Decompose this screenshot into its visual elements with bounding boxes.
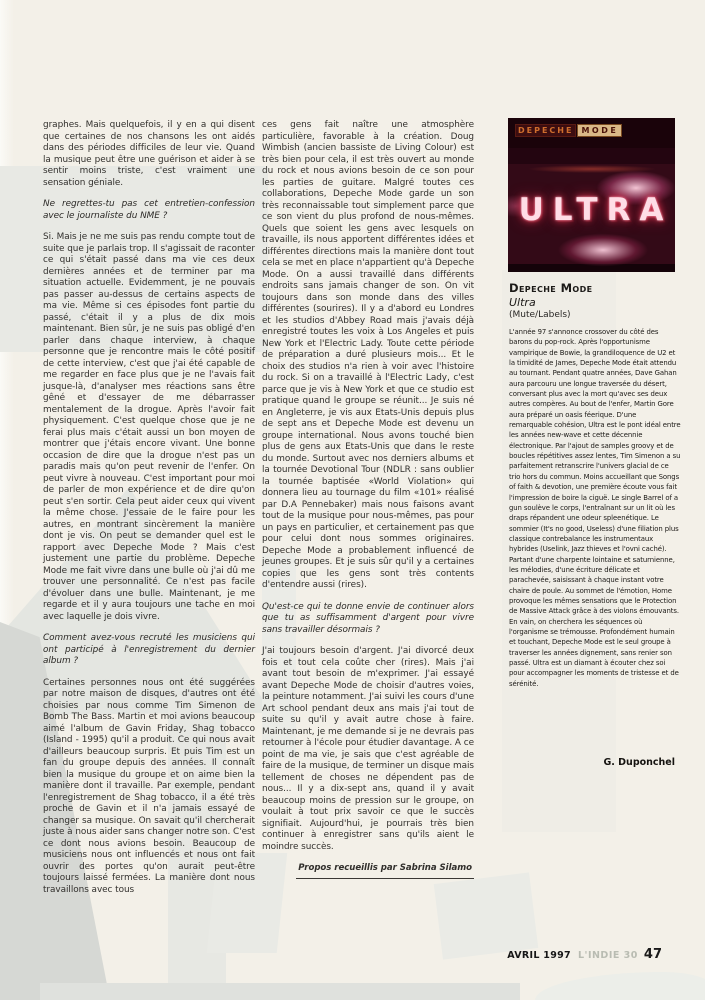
page-footer bbox=[507, 947, 662, 962]
interview-paragraph: ces gens fait naître une atmosphère particulière, favorable à la création. Doug Wimbish (ancien bassiste de Living Colour) est très bien pour cela, il est très ouvert au monde du rock et nous avions besoin de ce son pour les parties de guitare. Malgré toutes ces collaborations, Depeche Mode garde un son très reconnaissable tout simplement parce que ce son vient du plus profond de nous-mêmes. Quels que soient les gens avec lesquels on travaille, ils nous apportent différentes idées et différentes directions mais la manière dont tout cela se met en place n'appartient qu'à Depeche Mode. On a aussi travaillé dans différents endroits sans jamais changer de son. On vit toujours dans son monde dans des villes différentes (sourires). Il y a d'abord eu Londres et les studios d'Abbey Road mais j'avais déjà enregistré toutes les voix à Los Angeles et puis New York et l'Electric Lady. Toute cette période de préparation a duré plusieurs mois... Et le choix des studios n'a rien à voir avec l'histoire du rock. Si on a travaillé à l'Electric Lady, c'est parce que je vis à New York et que ce studio est pratique quand le groupe se réunit... Je suis né en Angleterre, je vis aux Etats-Unis depuis plus de sept ans et Depeche Mode est devenu un groupe international. Nous avons touché bien plus de gens aux Etats-Unis que dans le reste du monde. Surtout avec nos derniers albums et la tournée Devotional Tour (NDLR : sans oublier la tournée baptisée «World Violation» qui donnera lieu au tournage du film «101» réalisé par D.A Pennebaker) mais nous faisons avant tout de la musique pour nous-mêmes, pas pour un pays en particulier, et certainement pas que pour celui dont nous sommes originaires. Depeche Mode a probablement influencé de jeunes groupes. Et je suis sûr qu'il y a certaines copies que les gens sont très contents d'entendre aussi (rires). bbox=[262, 120, 474, 590]
interview-paragraph: Si. Mais je ne me suis pas rendu compte tout de suite que je parlais trop. Il s'agissait de raconter ce qui s'était passé dans ma vie ces deux dernières années et de terminer par ma situation actuelle. Evidemment, je ne pouvais pas passer au-dessus de certains aspects de ma vie. Même si ces épisodes font partie du passé, c'était il y a plus de dix mois maintenant. Bien sûr, je ne suis pas obligé d'en parler dans chaque interview, à chaque personne que je rencontre mais le côté positif de cette interview, c'est que j'ai été capable de me regarder en face plus que je ne l'avais fait jusque-là, d'analyser mes réactions sans être gêné et d'essayer de me débarrasser mentalement de la drogue. Après l'avoir fait physiquement. C'est quelque chose que je ne ferai plus mais c'était aussi un bon moyen de montrer que j'étais encore vivant. Une bonne occasion de dire que la drogue n'est pas un paradis mais qu'on peut revenir de l'enfer. On peut vivre à nouveau. C'est important pour moi de parler de mon expérience et de dire qu'on peut s'en sortir. Cela peut aider ceux qui vivent la même chose. J'essaie de le faire pour les autres, en montrant sincèrement la manière dont je vis. On peut se demander quel est le rapport avec Depeche Mode ? Mais c'est justement une partie du problème. Depeche Mode me fait vivre dans une bulle où j'ai dû me trouver une personnalité. Ce n'est pas facile d'évoluer dans une bulle. Maintenant, je me regarde et il y aura toujours une tache en moi avec laquelle je dois vivre. bbox=[43, 232, 255, 622]
album-cover-artist-left: DEPECHE bbox=[515, 124, 576, 137]
byline-container bbox=[262, 863, 474, 879]
footer-magazine-name: L'INDIE 30 bbox=[577, 950, 638, 961]
footer-issue-date: AVRIL 1997 bbox=[507, 950, 571, 961]
review-record-label: (Mute/Labels) bbox=[509, 310, 571, 320]
review-album-title: Ultra bbox=[509, 296, 536, 309]
interview-question: Ne regrettes-tu pas cet entretien-confession avec le journaliste du NME ? bbox=[43, 199, 255, 221]
interview-question: Comment avez-vous recruté les musiciens qui ont participé à l'enregistrement du dernier album ? bbox=[43, 633, 255, 666]
interview-paragraph: graphes. Mais quelquefois, il y en a qui disent que certaines de nos chansons les ont aidés dans des périodes difficiles de leur vie. Quand la musique peut être une guérison et aider à se sentir moins triste, c'est vraiment une sensation géniale. bbox=[43, 120, 255, 188]
review-artist-name: Depeche Mode bbox=[509, 281, 593, 295]
interview-paragraph: Certaines personnes nous ont été suggérées par notre maison de disques, d'autres ont été choisies par nous comme Tim Simenon de Bomb The Bass. Martin et moi avions beaucoup aimé l'album de Gavin Friday, Shag tobacco (Island - 1995) qu'il a produit. Ce qui nous avait d'ailleurs beaucoup surpris. Et puis Tim est un fan du groupe depuis des années. Il connaît bien la musique du groupe et on aime bien la manière dont il travaille. Par exemple, pendant l'enregistrement de Shag tobacco, il a été très proche de Gavin et il n'a jamais essayé de changer sa musique. On savait qu'il chercherait juste à nous aider sans changer notre son. C'est ce dont nous avions besoin. Beaucoup de musiciens nous ont influencés et nous ont fait ouvrir des portes qu'on aurait peut-être toujours laissé fermées. La manière dont nous travaillons avec tous bbox=[43, 677, 255, 895]
album-cover-image bbox=[508, 118, 675, 272]
interview-paragraph: J'ai toujours besoin d'argent. J'ai divorcé deux fois et tout cela coûte cher (rires). Mais j'ai avant tout besoin de m'exprimer. J'ai essayé avant Depeche Mode de choisir d'autres voies, la peinture notamment. J'ai suivi les cours d'une Art school pendant deux ans mais j'ai tout de suite su qu'il y avait autre chose à faire. Maintenant, je me demande si je ne devrais pas retourner à l'école pour étudier davantage. A ce point de ma vie, je sais que c'est agréable de faire de la musique, de terminer un disque mais tellement de choses ne dépendent pas de nous... Il y a dix-sept ans, quand il y avait beaucoup moins de pression sur le groupe, on voulait à tout prix savoir ce que le succès signifiait. Aujourd'hui, je pourrais très bien continuer à enregistrer sans qu'ils aient le moindre succès. bbox=[262, 646, 474, 852]
interview-byline: Propos recueillis par Sabrina Silamo bbox=[296, 863, 474, 879]
album-cover-artist-right: MODE bbox=[577, 124, 622, 137]
background-watermark-band bbox=[40, 983, 520, 1000]
review-header bbox=[509, 281, 679, 320]
album-cover-artist-text bbox=[515, 125, 622, 137]
album-cover-title: ULTRA bbox=[518, 192, 673, 228]
interview-question: Qu'est-ce qui te donne envie de continuer alors que tu as suffisamment d'argent pour vivre sans travailler désormais ? bbox=[262, 601, 474, 635]
interview-column-2 bbox=[262, 120, 474, 879]
footer-page-number: 47 bbox=[643, 947, 662, 962]
review-body-text: L'année 97 s'annonce crossover du côté des barons du pop-rock. Après l'opportunisme vampirique de Bowie, la grandiloquence de U2 et la timidité de James, Depeche Mode était attendu au tournant. Pendant quatre années, Dave Gahan aura parcouru une longue traversée du désert, conversant plus avec la mort qu'avec ses deux autres compères. Au bout de l'enfer, Martin Gore aura préparé un oasis féerique. D'une remarquable cohésion, Ultra est le pont idéal entre les années new-wave et cette décennie électronique. Par l'ajout de samples groovy et de boucles répétitives assez lentes, Tim Simenon a su parfaitement retranscrire l'univers glacial de ce trio hors du commun. Moins accueillant que Songs of faith & devotion, une première écoute vous fait l'impression de boire la ciguë. Le single Barrel of a gun soulève le corps, l'entraînant sur un lit où les draps répandent une odeur spleenétique. Le sommier (It's no good, Useless) d'une filiation plus classique contrebalance les instrumentaux hybrides (Uselink, Jazz thieves et l'ovni caché). Partant d'une charpente lointaine et saturnienne, les mélodies, d'une écriture délicate et parachevée, saisissant à chaque instant votre chaire de poule. Au sommet de l'émotion, Home provoque les mêmes sensations que le Protection de Massive Attack grâce à des violons émouvants. En vain, on cherchera les séquences où l'organisme se trémousse. Profondément humain et touchant, Depeche Mode est le seul groupe à traverser les années dignement, sans renier son passé. Ultra est un diamant à écouter chez soi pour accompagner les moments de tristesse et de sérénité. bbox=[509, 327, 681, 688]
review-signature: G. Duponchel bbox=[603, 757, 675, 768]
background-watermark-curve bbox=[535, 972, 705, 1000]
interview-column-1 bbox=[43, 120, 255, 906]
